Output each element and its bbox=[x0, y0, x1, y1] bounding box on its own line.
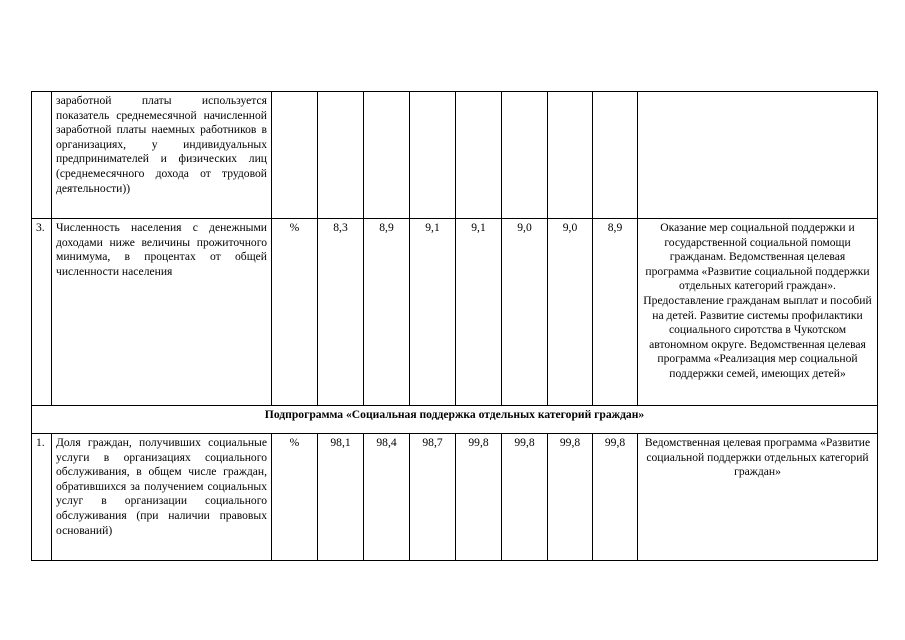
value-cell bbox=[410, 92, 456, 219]
indicators-table bbox=[31, 91, 878, 561]
indicator-description: заработной платы используется показатель среднемесячной начисленной заработной платы наемных работников в организациях, у индивидуальных предпринимателей и физических лиц (среднемесячного дохода от трудовой деятельности)) bbox=[52, 92, 272, 219]
indicator-description: Доля граждан, получивших социальные услуги в организациях социального обслуживания, в общем числе граждан, обратившихся за получением социальных услуг в организации социального обслуживания (при наличии правовых оснований) bbox=[52, 434, 272, 561]
row-number: 3. bbox=[32, 219, 52, 406]
value-cell: 9,1 bbox=[456, 219, 502, 406]
value-cell bbox=[318, 92, 364, 219]
subprogram-heading: Подпрограмма «Социальная поддержка отдельных категорий граждан» bbox=[32, 406, 878, 434]
value-cell: 99,8 bbox=[502, 434, 548, 561]
unit-cell: % bbox=[272, 434, 318, 561]
row-number: 1. bbox=[32, 434, 52, 561]
unit-cell bbox=[272, 92, 318, 219]
value-cell: 98,1 bbox=[318, 434, 364, 561]
value-cell: 8,3 bbox=[318, 219, 364, 406]
row-number bbox=[32, 92, 52, 219]
table-row bbox=[32, 219, 878, 406]
value-cell: 99,8 bbox=[548, 434, 593, 561]
value-cell bbox=[456, 92, 502, 219]
value-cell bbox=[548, 92, 593, 219]
subprogram-heading-row bbox=[32, 406, 878, 434]
value-cell: 9,0 bbox=[548, 219, 593, 406]
value-cell: 98,4 bbox=[364, 434, 410, 561]
table-row bbox=[32, 434, 878, 561]
program-note bbox=[638, 92, 878, 219]
value-cell bbox=[364, 92, 410, 219]
value-cell: 8,9 bbox=[364, 219, 410, 406]
value-cell: 8,9 bbox=[593, 219, 638, 406]
value-cell bbox=[502, 92, 548, 219]
table-row bbox=[32, 92, 878, 219]
value-cell bbox=[593, 92, 638, 219]
value-cell: 99,8 bbox=[456, 434, 502, 561]
indicator-description: Численность населения с денежными доходами ниже величины прожиточного минимума, в процентах от общей численности населения bbox=[52, 219, 272, 406]
value-cell: 99,8 bbox=[593, 434, 638, 561]
unit-cell: % bbox=[272, 219, 318, 406]
program-note: Ведомственная целевая программа «Развитие социальной поддержки отдельных категорий граждан» bbox=[638, 434, 878, 561]
value-cell: 98,7 bbox=[410, 434, 456, 561]
value-cell: 9,1 bbox=[410, 219, 456, 406]
program-note: Оказание мер социальной поддержки и государственной социальной помощи гражданам. Ведомственная целевая программа «Развитие социальной поддержки отдельных категорий граждан». Предоставление гражданам выплат и пособий на детей. Развитие системы профилактики социального сиротства в Чукотском автономном округе. Ведомственная целевая программа «Реализация мер социальной поддержки семей, имеющих детей» bbox=[638, 219, 878, 406]
value-cell: 9,0 bbox=[502, 219, 548, 406]
